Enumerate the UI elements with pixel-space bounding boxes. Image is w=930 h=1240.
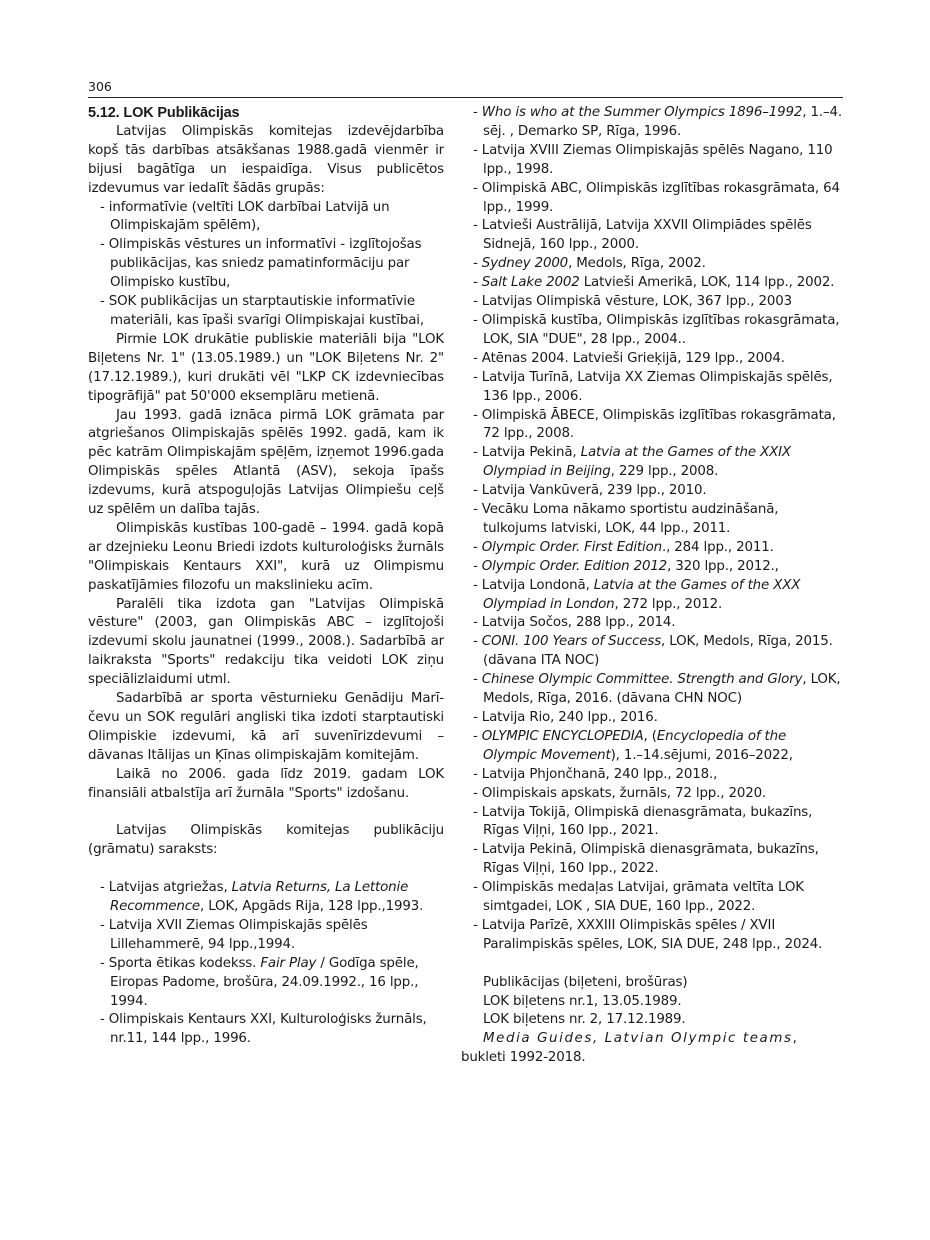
header-rule	[88, 97, 843, 98]
publication-text: - Latvija Phjončhanā, 240 lpp., 2018.,	[473, 766, 718, 782]
publication-list-right	[461, 104, 843, 955]
brochures-title: Publikācijas (biļeteni, brošūras)	[483, 974, 688, 990]
group-item: - informatīvie (veltīti LOK darbībai Latvijā un Olimpiskajām spēlēm),	[100, 199, 390, 234]
publication-title-italic: Chinese Olympic Committee. Strength and Glory	[481, 672, 803, 688]
publication-text: / Godīga spēle, Eiropas Padome, brošūra, 24.09.1992., 16 lpp., 1994.	[110, 955, 419, 1009]
publication-list-left	[88, 879, 444, 1049]
publication-text: , 272 lpp., 2012.	[614, 596, 723, 612]
group-item: - SOK publikācijas un starptautiskie informatīvie materiāli, kas īpaši svarīgi Olimpiskajai kustībai,	[100, 294, 424, 328]
publication-text: - Sporta ētikas kodekss.	[100, 955, 261, 971]
media-guides-tail: bukleti 1992-2018.	[461, 1050, 586, 1066]
brochure-item: LOK biļetens nr.1, 13.05.1989.	[483, 993, 682, 1009]
publication-text: ), 1.–14.sējumi, 2016–2022,	[610, 747, 793, 763]
publication-item	[473, 274, 843, 293]
paragraph: Pirmie LOK drukātie publiskie materiāli bija "LOK Biļetens Nr. 1" (13.05.1989.) un "LOK Biļetens Nr. 2" (17.12.1989.), kuri drukāti vēl "LKP CK izdevniecības tipogrāfijā" pat 50'000 eksemplāru metienā.	[88, 331, 444, 404]
publication-text: - Latvija Parīzē, XXXIII Olimpiskās spēles / XVII Paralimpiskās spēles, LOK, SIA DUE, 248 lpp., 2024.	[473, 917, 823, 952]
publication-text: - Latvijas atgriežas,	[100, 880, 232, 896]
paragraph: Laikā no 2006. gada līdz 2019. gadam LOK finansiāli atbalstīja arī žurnāla "Sports" izdošanu.	[88, 766, 444, 801]
publication-item	[100, 955, 444, 1012]
publication-text: - Latvija Sočos, 288 lpp., 2014.	[473, 615, 676, 631]
publication-text: , LOK, Medols, Rīga, 2015. (dāvana ITA NOC)	[483, 634, 833, 669]
publication-item	[100, 917, 444, 955]
publication-item	[473, 501, 843, 539]
paragraph: Sadarbībā ar sporta vēsturnieku Genādiju Marī-čevu un SOK regulāri angliski tika izdoti starptautiski Olimpiskie izdevumi, kā arī suvenīrizdevumi – dāvanas Itālijas un Ķīnas olimpiskajām komitejām.	[88, 691, 444, 763]
publication-item	[473, 180, 843, 218]
media-guides-italic: Media Guides, Latvian Olympic teams	[483, 1031, 793, 1047]
publication-text: - Olimpiskā kustība, Olimpiskās izglītības rokasgrāmata, LOK, SIA "DUE", 28 lpp., 2004..	[473, 312, 840, 347]
publication-text: - Vecāku Loma nākamo sportistu audzināšanā, tulkojums latviski, LOK, 44 lpp., 2011.	[473, 502, 779, 536]
paragraph: Paralēli tika izdota gan "Latvijas Olimpiskā vēsture" (2003, gan Olimpiskās ABC – izglītojoši izdevumi skolu jaunatnei (1999., 2008.). Sadarbībā ar laikraksta "Sports" redakciju tika veidoti LOK ziņu speciālizlaidumi utml.	[88, 596, 444, 688]
publication-item	[473, 728, 843, 766]
publication-item	[473, 709, 843, 728]
intro-paragraph: Latvijas Olimpiskās komitejas izdevējdarbība kopš tās darbības atsākšanas 1988.gadā vienmēr ir bijusi bagātīga un iespaidīga. Visus publicētos izdevumus var iedalīt šādās grupās:	[88, 123, 444, 196]
publication-text: , LOK, Apgāds Rija, 128 lpp.,1993.	[200, 899, 424, 915]
publication-item	[473, 312, 843, 350]
publication-item	[473, 104, 843, 142]
publication-text: - Latvieši Austrālijā, Latvija XXVII Olimpiādes spēlēs Sidnejā, 160 lpp., 2000.	[473, 218, 812, 253]
group-item: - Olimpiskās vēstures un informatīvi - izglītojošas publikācijas, kas sniedz pamatinformāciju par Olimpisko kustību,	[100, 237, 422, 291]
group-list	[88, 199, 444, 331]
publication-text: - Latvija Vankūverā, 239 lpp., 2010.	[473, 483, 707, 499]
publication-item	[473, 293, 843, 312]
publication-text: , (	[643, 728, 657, 744]
publication-item	[473, 671, 843, 709]
publication-text: - Olimpiskā ABC, Olimpiskās izglītības rokasgrāmata, 64 lpp., 1999.	[473, 180, 840, 215]
publication-title-italic: Latvia at the Games of the XXIX Olympiad in Beijing	[483, 445, 791, 480]
publication-text: -	[473, 256, 482, 272]
publication-title-italic: Encyclopedia of the Olympic Movement	[483, 728, 787, 763]
publication-text: - Latvijas Olimpiskā vēsture, LOK, 367 lpp., 2003	[473, 294, 792, 310]
publication-item	[473, 444, 843, 482]
publication-title-italic: Who is who at the Summer Olympics 1896–1992	[481, 105, 803, 120]
publication-text: - Olimpiskais Kentaurs XXI, Kulturoloģisks žurnāls, nr.11, 144 lpp., 1996.	[100, 1012, 427, 1047]
publication-item	[473, 785, 843, 804]
publication-title-italic: Fair Play	[260, 955, 317, 971]
page-number: 306	[88, 79, 112, 94]
left-column	[88, 104, 444, 1049]
paragraph: Jau 1993. gadā iznāca pirmā LOK grāmata par atgriešanos Olimpiskajās spēlēs 1992. gadā, kam ik pēc katrām Olimpiskajām spēļēm, izņemot 1996.gada Olimpiskās spēles Atlantā (ASV), sekoja īpašs izdevums, kurā atspoguļojās Latvijas Olimpiešu ceļš uz spēlēm un dalība tajās.	[88, 407, 444, 518]
publication-item	[100, 879, 444, 917]
brochure-item: LOK biļetens nr. 2, 17.12.1989.	[483, 1012, 686, 1028]
publication-text: -	[473, 558, 482, 574]
publication-text: , 1.–4. sēj. , Demarko SP, Rīga, 1996.	[483, 105, 842, 139]
publication-title-italic: OLYMPIC ENCYCLOPEDIA	[481, 728, 644, 744]
publication-text: - Olimpiskā ĀBECE, Olimpiskās izglītības rokasgrāmata, 72 lpp., 2008.	[473, 407, 836, 442]
publication-text: - Latvija Rio, 240 lpp., 2016.	[473, 710, 658, 725]
publication-text: -	[473, 539, 482, 555]
publication-item	[473, 879, 843, 917]
publication-title-italic: Latvia Returns, La Lettonie Recommence	[110, 880, 409, 915]
publication-text: - Latvija XVII Ziemas Olimpiskajās spēlēs Lillehammerē, 94 lpp.,1994.	[100, 917, 368, 952]
publication-text: -	[473, 672, 482, 688]
publication-text: - Olimpiskais apskats, žurnāls, 72 lpp., 2020.	[473, 785, 767, 801]
publication-text: ., 284 lpp., 2011.	[661, 539, 774, 555]
publication-item	[473, 407, 843, 445]
publication-item	[473, 804, 843, 842]
paragraph: Olimpiskās kustības 100-gadē – 1994. gadā kopā ar dzejnieku Leonu Briedi izdots kulturoloģisks žurnāls "Olimpiskais Kentaurs XXI", kurā uz Olimpismu paskatījāmies filozofu un makslinieku acīm.	[88, 520, 444, 593]
publication-text: - Latvija Londonā,	[473, 577, 594, 593]
publication-text: , 229 lpp., 2008.	[610, 464, 719, 480]
publication-text: - Latvija Tokijā, Olimpiskā dienasgrāmata, bukazīns, Rīgas Viļņi, 160 lpp., 2021.	[473, 804, 813, 839]
publication-text: - Olimpiskās medaļas Latvijai, grāmata veltīta LOK simtgadei, LOK , SIA DUE, 160 lpp., 2022.	[473, 880, 804, 915]
publication-item	[473, 766, 843, 785]
publication-text: , LOK, Medols, Rīga, 2016. (dāvana CHN NOC)	[483, 672, 841, 707]
publication-item	[473, 577, 843, 615]
publication-text: -	[473, 634, 482, 650]
publication-title-italic: Latvia at the Games of the XXX Olympiad in London	[483, 577, 801, 612]
publication-item	[473, 482, 843, 501]
publication-text: - Latvija Pekinā, Olimpiskā dienasgrāmata, bukazīns, Rīgas Viļņi, 160 lpp., 2022.	[473, 842, 819, 877]
section-heading: 5.12. LOK Publikācijas	[88, 105, 240, 121]
publication-text: - Latvija XVIII Ziemas Olimpiskajās spēlēs Nagano, 110 lpp., 1998.	[473, 142, 833, 177]
publication-item	[473, 350, 843, 369]
publication-text: -	[473, 105, 482, 120]
media-guides-comma: ,	[792, 1031, 797, 1047]
publication-item	[100, 1011, 444, 1049]
publication-item	[473, 841, 843, 879]
publication-item	[473, 558, 843, 577]
publication-item	[473, 539, 843, 558]
publication-item	[473, 614, 843, 633]
publication-text: - Atēnas 2004. Latvieši Grieķijā, 129 lpp., 2004.	[473, 350, 785, 366]
publication-item	[473, 217, 843, 255]
publication-text: , 320 lpp., 2012.,	[667, 558, 779, 574]
media-guides-line	[461, 1030, 843, 1049]
publication-text: -	[473, 728, 482, 744]
publication-text: Latvieši Amerikā, LOK, 114 lpp., 2002.	[579, 275, 835, 291]
publication-title-italic: Olympic Order. First Edition	[481, 539, 662, 555]
publication-title-italic: Olympic Order. Edition 2012	[481, 558, 668, 574]
publication-item	[473, 917, 843, 955]
publication-text: , Medols, Rīga, 2002.	[568, 256, 706, 272]
publication-text: -	[473, 275, 482, 291]
publication-item	[473, 633, 843, 671]
publication-text: - Latvija Turīnā, Latvija XX Ziemas Olimpiskajās spēlēs, 136 lpp., 2006.	[473, 369, 833, 404]
publication-text: - Latvija Pekinā,	[473, 445, 581, 461]
list-intro: Latvijas Olimpiskās komitejas publikāciju (grāmatu) saraksts:	[88, 823, 444, 858]
publication-item	[473, 255, 843, 274]
publication-item	[473, 369, 843, 407]
publication-item	[473, 142, 843, 180]
publication-title-italic: Sydney 2000	[481, 256, 569, 272]
publication-title-italic: CONI. 100 Years of Success	[481, 634, 662, 650]
right-column	[461, 104, 843, 1068]
publication-title-italic: Salt Lake 2002	[481, 275, 580, 291]
